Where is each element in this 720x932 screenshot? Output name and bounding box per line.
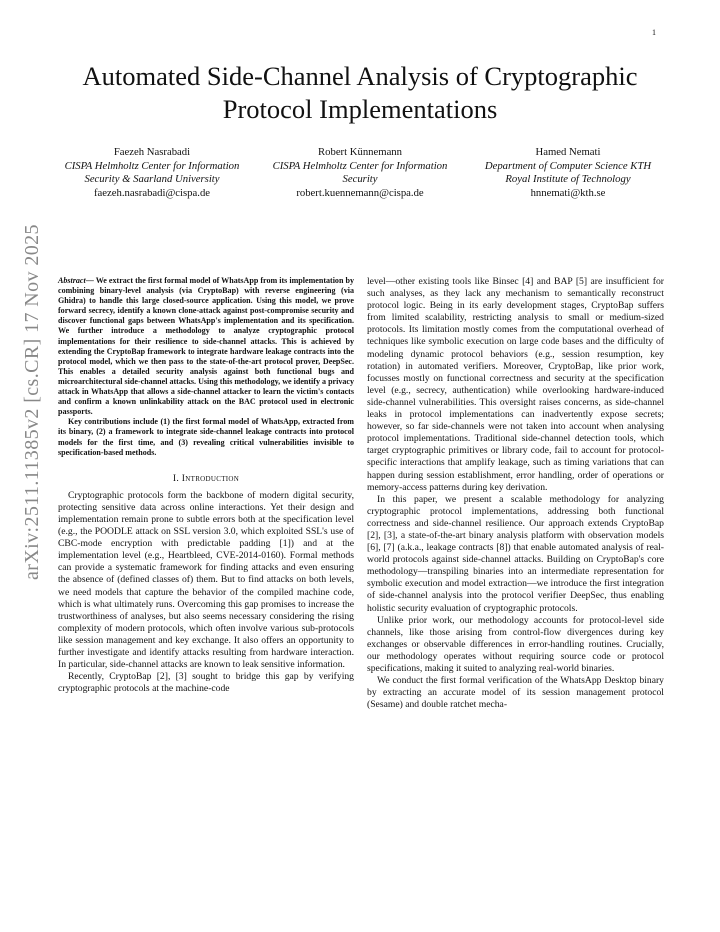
author-name: Faezeh Nasrabadi (113, 146, 191, 158)
paragraph: In this paper, we present a scalable methodology for analyzing cryptographic protocol implementations, addressing both functional correctness and side-channel resilience. Our approach extends CryptoBap [2], [3], a state-of-the-art binary analysis platform with observation models [6], [7] (a.k.a., leakage contracts [8]) that enable automated analysis of real-world protocols against side-channel attacks. Building on CryptoBap's core methodology—transpiling binaries into an intermediate representation for symbolic execution and model extraction—we introduce the first integration of side-channel analysis into the protocol verifier DeepSec, thus enabling holistic security evaluation of cryptographic protocols. (367, 493, 664, 614)
right-column (367, 276, 664, 711)
author-affiliation: Department of Computer Science KTH Royal Institute of Technology (484, 159, 652, 186)
author-1 (62, 146, 242, 200)
author-3 (478, 146, 658, 200)
paragraph: Recently, CryptoBap [2], [3] sought to bridge this gap by verifying cryptographic protocols at the machine-code (58, 671, 354, 695)
author-block (40, 146, 680, 200)
left-column (58, 276, 354, 695)
author-email: faezeh.nasrabadi@cispa.de (93, 186, 211, 199)
author-name: Robert Künnemann (318, 146, 402, 158)
author-affiliation: CISPA Helmholtz Center for Information Security (272, 159, 448, 186)
paragraph: Cryptographic protocols form the backbone of modern digital security, protecting sensitive data across online interactions. Yet their design and implementation remain prone to subtle errors both at the specification level (e.g., the POODLE attack on SSL version 3.0, which exploited SSL's use of CBC-mode encryption with predictable padding [1]) and at the implementation level (e.g., Heartbleed, CVE-2014-0160). Formal methods can provide a systematic framework for finding attacks and even ensuring the absence of (defined classes of) them. But to find attacks on both levels, we need models that capture the behavior of the compiled machine code, which is what ultimately runs. Overcoming this gap promises to increase the trustworthiness of analyses, but also seems necessary considering the rising complexity of modern protocols, which often involve various sub-protocols like session management and key exchange. It also offers an opportunity to further investigate and identify attacks resulting from hardware interaction. In particular, side-channel attacks are known to leak sensitive information. (58, 489, 354, 671)
section-heading: I. Introduction (172, 472, 240, 484)
arxiv-identifier: arXiv:2511.11385v2 [cs.CR] 17 Nov 2025 (21, 224, 43, 580)
paragraph: Unlike prior work, our methodology accounts for protocol-level side channels, like those arising from control-flow divergences during key exchanges or observable differences in error-handling routines. Crucially, our methodology operates without requiring source code or protocol specifications, making it suited to analyzing real-world binaries. (367, 614, 664, 674)
page-number: 1 (652, 28, 656, 37)
paragraph: We conduct the first formal verification of the WhatsApp Desktop binary by extracting an accurate model of its session management protocol (Sesame) and double ratchet mecha- (367, 675, 664, 711)
abstract-label: Abstract (58, 276, 86, 285)
abstract (58, 276, 354, 417)
key-contributions: Key contributions include (1) the first formal model of WhatsApp, extracted from its binary, (2) a framework to integrate side-channel leakage contracts into protocol models for the first time, and (3) revealing critical vulnerabilities invisible to specification-based methods. (58, 417, 354, 457)
author-email: hnnemati@kth.se (530, 186, 606, 199)
author-2 (270, 146, 450, 200)
abstract-text: — We extract the first formal model of WhatsApp from its implementation by combining binary-level analysis (via CryptoBap) with reverse engineering (via Ghidra) to handle this large closed-source application. Using this model, we prove forward secrecy, identify a known clone-attack against post-compromise security and discover functional gaps between WhatsApp's implementation and its specification. We further introduce a methodology to analyze cryptographic protocol implementations for their resilience to side-channel attacks. This is achieved by extending the CryptoBap framework to integrate hardware leakage contracts into the protocol model, which we then pass to the state-of-the-art protocol prover, DeepSec. This enables a detailed security analysis against both functional bugs and microarchitectural side-channel attacks. Using this methodology, we identify a privacy attack in WhatsApp that allows a side-channel attacker to learn the victim's contacts and confirm a known unlinkability attack on the BAC protocol used in electronic passports. (58, 276, 354, 417)
paper-title: Automated Side-Channel Analysis of Cryptographic Protocol Implementations (82, 61, 638, 124)
author-email: robert.kuennemann@cispa.de (296, 186, 424, 199)
paragraph: level—other existing tools like Binsec [4] and BAP [5] are insufficient for such analyses, as they lack any mechanism to semantically reconstruct protocol logic. Being in its early development stages, CryptoBap suffers from limited scalability, restricting analysis to small or medium-sized protocols. Its limitation mostly comes from the computational overhead of techniques like symbolic execution on large code bases and the difficulty of modeling dynamic protocol behaviors (e.g., session resumption, key rotation) in automated verifiers. Moreover, CryptoBap, like prior work, focusses mostly on functional correctness and security at the specification level (e.g., secrecy, authentication) while overlooking hardware-induced side-channel vulnerabilities. This oversight raises concerns, as side-channel leaks in protocol implementations can inadvertently expose secrets; however, so far side-channels were not taken into account when analysing protocol implementations. Traditional side-channel detection tools, which target cryptographic primitives or library code, fail to account for protocol-specific interactions that amplify leakage, such as timing variations that can happen during session establishment, error handling, order of operations or memory-access patterns during key derivation. (367, 276, 664, 493)
author-name: Hamed Nemati (535, 146, 601, 158)
author-affiliation: CISPA Helmholtz Center for Information Security & Saarland University (64, 159, 240, 186)
